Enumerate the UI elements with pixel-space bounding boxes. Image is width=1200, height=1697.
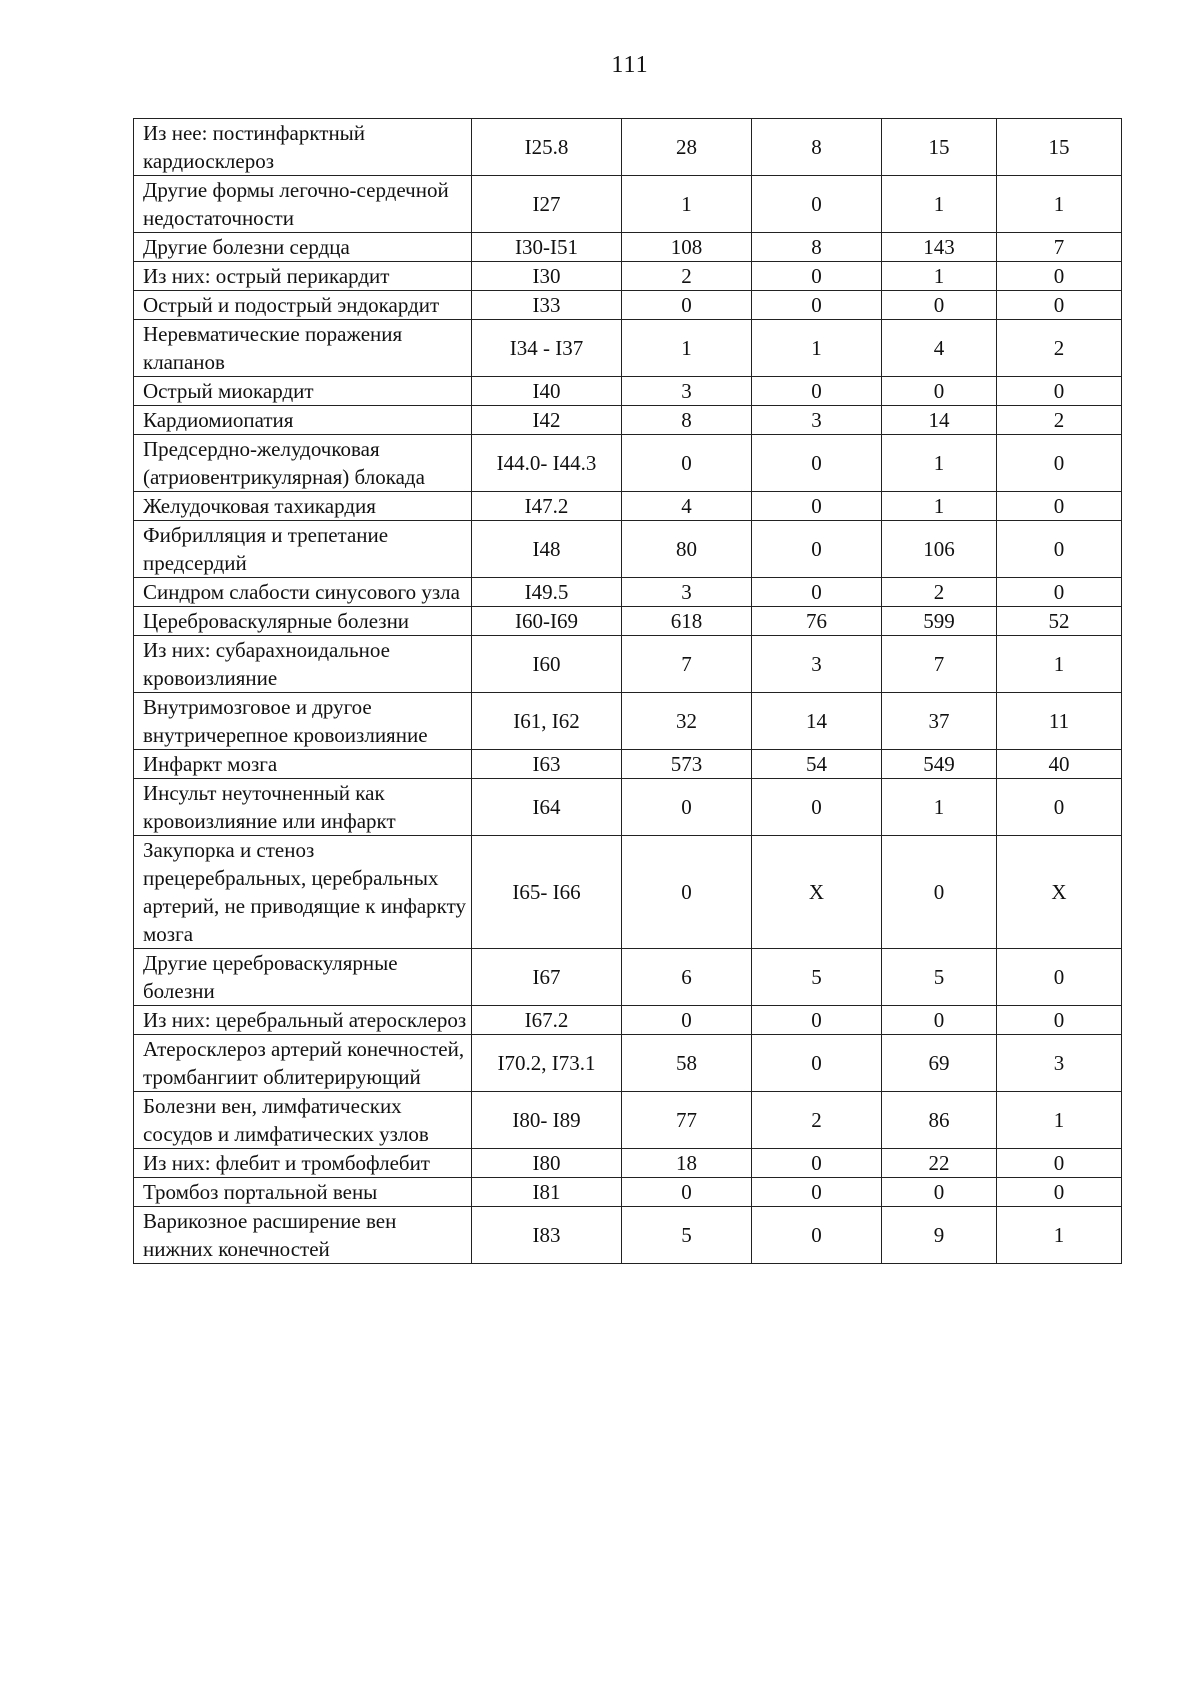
- disease-name-cell: Из нее: постинфарктный кардиосклероз: [134, 119, 472, 176]
- icd-code-cell: I83: [472, 1207, 622, 1264]
- value-cell-2: 5: [752, 949, 882, 1006]
- table-row: [134, 320, 1122, 377]
- value-cell-3: 549: [882, 750, 997, 779]
- value-cell-4: 0: [997, 291, 1122, 320]
- value-cell-4: 2: [997, 406, 1122, 435]
- value-cell-4: 0: [997, 492, 1122, 521]
- value-cell-2: 0: [752, 291, 882, 320]
- value-cell-2: 0: [752, 779, 882, 836]
- disease-name-cell: Предсердно-желудочковая (атриовентрикулярная) блокада: [134, 435, 472, 492]
- table-row: [134, 1207, 1122, 1264]
- table-row: [134, 119, 1122, 176]
- value-cell-4: 0: [997, 949, 1122, 1006]
- icd-code-cell: I34 - I37: [472, 320, 622, 377]
- value-cell-1: 0: [622, 1178, 752, 1207]
- value-cell-4: 1: [997, 1207, 1122, 1264]
- value-cell-3: 0: [882, 291, 997, 320]
- table-row: [134, 435, 1122, 492]
- value-cell-2: 54: [752, 750, 882, 779]
- value-cell-2: 1: [752, 320, 882, 377]
- icd-code-cell: I42: [472, 406, 622, 435]
- value-cell-3: 37: [882, 693, 997, 750]
- value-cell-4: 2: [997, 320, 1122, 377]
- value-cell-1: 7: [622, 636, 752, 693]
- value-cell-3: 1: [882, 176, 997, 233]
- icd-code-cell: I33: [472, 291, 622, 320]
- value-cell-4: 15: [997, 119, 1122, 176]
- disease-name-cell: Острый миокардит: [134, 377, 472, 406]
- disease-name-cell: Кардиомиопатия: [134, 406, 472, 435]
- value-cell-1: 0: [622, 779, 752, 836]
- value-cell-1: 8: [622, 406, 752, 435]
- disease-name-cell: Из них: острый перикардит: [134, 262, 472, 291]
- value-cell-2: 3: [752, 406, 882, 435]
- value-cell-1: 573: [622, 750, 752, 779]
- value-cell-4: X: [997, 836, 1122, 949]
- icd-code-cell: I64: [472, 779, 622, 836]
- table-row: [134, 176, 1122, 233]
- icd-code-cell: I47.2: [472, 492, 622, 521]
- table-row: [134, 1149, 1122, 1178]
- value-cell-1: 32: [622, 693, 752, 750]
- disease-name-cell: Инфаркт мозга: [134, 750, 472, 779]
- table-row: [134, 1006, 1122, 1035]
- value-cell-3: 86: [882, 1092, 997, 1149]
- icd-code-cell: I60-I69: [472, 607, 622, 636]
- value-cell-3: 1: [882, 492, 997, 521]
- table-row: [134, 779, 1122, 836]
- table-row: [134, 1092, 1122, 1149]
- value-cell-2: 0: [752, 1178, 882, 1207]
- table-row: [134, 693, 1122, 750]
- icd-code-cell: I80: [472, 1149, 622, 1178]
- table-row: [134, 521, 1122, 578]
- value-cell-4: 0: [997, 377, 1122, 406]
- value-cell-2: 2: [752, 1092, 882, 1149]
- value-cell-3: 2: [882, 578, 997, 607]
- table-row: [134, 377, 1122, 406]
- value-cell-1: 28: [622, 119, 752, 176]
- value-cell-2: 8: [752, 233, 882, 262]
- value-cell-1: 1: [622, 320, 752, 377]
- value-cell-3: 1: [882, 779, 997, 836]
- disease-name-cell: Синдром слабости синусового узла: [134, 578, 472, 607]
- icd-code-cell: I67.2: [472, 1006, 622, 1035]
- icd-code-cell: I80- I89: [472, 1092, 622, 1149]
- value-cell-2: 76: [752, 607, 882, 636]
- table-body: [134, 119, 1122, 1264]
- value-cell-4: 0: [997, 1178, 1122, 1207]
- disease-name-cell: Атеросклероз артерий конечностей, тромбангиит облитерирующий: [134, 1035, 472, 1092]
- value-cell-1: 0: [622, 291, 752, 320]
- value-cell-4: 11: [997, 693, 1122, 750]
- disease-name-cell: Другие цереброваскулярные болезни: [134, 949, 472, 1006]
- value-cell-2: 0: [752, 1035, 882, 1092]
- table-row: [134, 291, 1122, 320]
- value-cell-2: 0: [752, 1006, 882, 1035]
- value-cell-1: 3: [622, 377, 752, 406]
- value-cell-3: 0: [882, 836, 997, 949]
- value-cell-3: 7: [882, 636, 997, 693]
- icd-code-cell: I30-I51: [472, 233, 622, 262]
- disease-name-cell: Болезни вен, лимфатических сосудов и лимфатических узлов: [134, 1092, 472, 1149]
- disease-name-cell: Неревматические поражения клапанов: [134, 320, 472, 377]
- value-cell-3: 1: [882, 435, 997, 492]
- value-cell-4: 0: [997, 578, 1122, 607]
- value-cell-3: 4: [882, 320, 997, 377]
- disease-name-cell: Другие формы легочно-сердечной недостаточности: [134, 176, 472, 233]
- value-cell-3: 0: [882, 377, 997, 406]
- value-cell-2: 0: [752, 578, 882, 607]
- disease-name-cell: Внутримозговое и другое внутричерепное кровоизлияние: [134, 693, 472, 750]
- table-row: [134, 607, 1122, 636]
- icd-code-cell: I40: [472, 377, 622, 406]
- table-row: [134, 578, 1122, 607]
- value-cell-1: 58: [622, 1035, 752, 1092]
- table-row: [134, 233, 1122, 262]
- statistics-table: [133, 118, 1122, 1264]
- disease-name-cell: Из них: субарахноидальное кровоизлияние: [134, 636, 472, 693]
- value-cell-4: 7: [997, 233, 1122, 262]
- value-cell-2: 0: [752, 1149, 882, 1178]
- icd-code-cell: I63: [472, 750, 622, 779]
- icd-code-cell: I49.5: [472, 578, 622, 607]
- value-cell-2: 8: [752, 119, 882, 176]
- value-cell-2: 0: [752, 176, 882, 233]
- table-row: [134, 492, 1122, 521]
- value-cell-1: 77: [622, 1092, 752, 1149]
- value-cell-4: 3: [997, 1035, 1122, 1092]
- icd-code-cell: I44.0- I44.3: [472, 435, 622, 492]
- value-cell-3: 69: [882, 1035, 997, 1092]
- value-cell-2: 0: [752, 492, 882, 521]
- value-cell-3: 14: [882, 406, 997, 435]
- value-cell-4: 0: [997, 435, 1122, 492]
- value-cell-3: 22: [882, 1149, 997, 1178]
- value-cell-1: 3: [622, 578, 752, 607]
- value-cell-2: 0: [752, 521, 882, 578]
- disease-name-cell: Варикозное расширение вен нижних конечностей: [134, 1207, 472, 1264]
- table-row: [134, 750, 1122, 779]
- disease-name-cell: Желудочковая тахикардия: [134, 492, 472, 521]
- value-cell-3: 0: [882, 1006, 997, 1035]
- table-row: [134, 949, 1122, 1006]
- disease-name-cell: Из них: флебит и тромбофлебит: [134, 1149, 472, 1178]
- disease-name-cell: Другие болезни сердца: [134, 233, 472, 262]
- value-cell-4: 0: [997, 521, 1122, 578]
- icd-code-cell: I30: [472, 262, 622, 291]
- value-cell-4: 0: [997, 779, 1122, 836]
- icd-code-cell: I70.2, I73.1: [472, 1035, 622, 1092]
- value-cell-1: 0: [622, 836, 752, 949]
- value-cell-1: 0: [622, 1006, 752, 1035]
- table-row: [134, 836, 1122, 949]
- page-number: 111: [611, 52, 649, 78]
- icd-code-cell: I61, I62: [472, 693, 622, 750]
- table-row: [134, 262, 1122, 291]
- value-cell-4: 52: [997, 607, 1122, 636]
- value-cell-4: 0: [997, 262, 1122, 291]
- value-cell-1: 108: [622, 233, 752, 262]
- value-cell-1: 5: [622, 1207, 752, 1264]
- icd-code-cell: I67: [472, 949, 622, 1006]
- value-cell-1: 4: [622, 492, 752, 521]
- icd-code-cell: I27: [472, 176, 622, 233]
- icd-code-cell: I25.8: [472, 119, 622, 176]
- disease-name-cell: Цереброваскулярные болезни: [134, 607, 472, 636]
- value-cell-2: X: [752, 836, 882, 949]
- icd-code-cell: I48: [472, 521, 622, 578]
- disease-name-cell: Из них: церебральный атеросклероз: [134, 1006, 472, 1035]
- value-cell-3: 9: [882, 1207, 997, 1264]
- value-cell-1: 618: [622, 607, 752, 636]
- value-cell-3: 143: [882, 233, 997, 262]
- value-cell-4: 0: [997, 1006, 1122, 1035]
- value-cell-1: 18: [622, 1149, 752, 1178]
- table-row: [134, 1178, 1122, 1207]
- value-cell-1: 80: [622, 521, 752, 578]
- value-cell-1: 0: [622, 435, 752, 492]
- value-cell-3: 15: [882, 119, 997, 176]
- value-cell-2: 0: [752, 377, 882, 406]
- icd-code-cell: I81: [472, 1178, 622, 1207]
- disease-name-cell: Острый и подострый эндокардит: [134, 291, 472, 320]
- value-cell-2: 0: [752, 435, 882, 492]
- disease-name-cell: Инсульт неуточненный как кровоизлияние или инфаркт: [134, 779, 472, 836]
- value-cell-1: 2: [622, 262, 752, 291]
- value-cell-2: 14: [752, 693, 882, 750]
- value-cell-3: 1: [882, 262, 997, 291]
- disease-name-cell: Фибрилляция и трепетание предсердий: [134, 521, 472, 578]
- icd-code-cell: I65- I66: [472, 836, 622, 949]
- disease-name-cell: Закупорка и стеноз прецеребральных, церебральных артерий, не приводящие к инфаркту мозга: [134, 836, 472, 949]
- value-cell-1: 1: [622, 176, 752, 233]
- table-row: [134, 1035, 1122, 1092]
- table-row: [134, 406, 1122, 435]
- value-cell-3: 0: [882, 1178, 997, 1207]
- value-cell-4: 1: [997, 1092, 1122, 1149]
- value-cell-1: 6: [622, 949, 752, 1006]
- value-cell-3: 5: [882, 949, 997, 1006]
- value-cell-3: 599: [882, 607, 997, 636]
- value-cell-4: 0: [997, 1149, 1122, 1178]
- value-cell-4: 1: [997, 636, 1122, 693]
- value-cell-4: 40: [997, 750, 1122, 779]
- disease-name-cell: Тромбоз портальной вены: [134, 1178, 472, 1207]
- value-cell-2: 0: [752, 1207, 882, 1264]
- value-cell-3: 106: [882, 521, 997, 578]
- value-cell-2: 0: [752, 262, 882, 291]
- value-cell-2: 3: [752, 636, 882, 693]
- value-cell-4: 1: [997, 176, 1122, 233]
- icd-code-cell: I60: [472, 636, 622, 693]
- table-row: [134, 636, 1122, 693]
